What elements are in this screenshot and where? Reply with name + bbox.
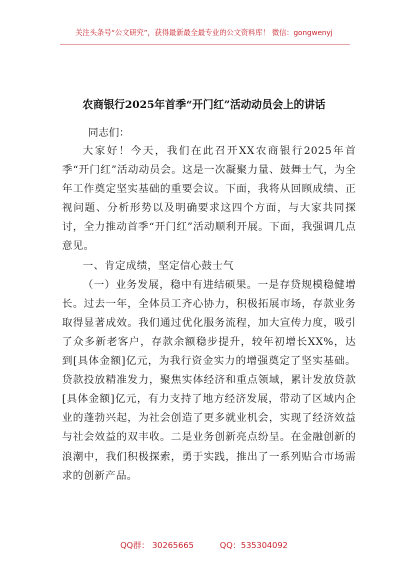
document-body: [62, 142, 356, 486]
header-banner: [0, 0, 408, 62]
footer-contact: [0, 540, 408, 551]
footer-qq-group: QQ群： 30265665: [120, 540, 194, 550]
header-divider: [60, 44, 350, 45]
section-heading-1: 一、肯定成绩，坚定信心鼓士气: [82, 259, 234, 272]
body-paragraph-1: （一）业务发展，稳中有进结硕果。一是存贷规模稳健增长。过去一年，全体员工齐心协力，积极拓展市场，存款业务取得显著成效。我们通过优化服务流程，加大宣传力度，吸引了众多新老客户，存款余额稳步提升，较年初增长XX%，达到[具体金额]亿元，为我行资金实力的增强奠定了坚实基础。贷款投放精准发力，聚焦实体经济和重点领域，累计发放贷款[具体金额]亿元，有力支持了地方经济发展，带动了区域内企业的蓬勃兴起，为社会创造了更多就业机会，实现了经济效益与社会效益的双丰收。二是业务创新亮点纷呈。在金融创新的浪潮中，我们积极探索，勇于实践，推出了一系列贴合市场需求的创新产品。: [62, 278, 356, 482]
header-banner-text: 关注头条号“公文研究”，获得最新最全最专业的公文资料库！ 微信：gongwenyj: [75, 28, 333, 37]
intro-paragraph: 大家好！今天，我们在此召开XX农商银行2025年首季“开门红”活动动员会。这是一次凝聚力量、鼓舞士气，为全年工作奠定坚实基础的重要会议。下面，我将从回顾成绩、正视问题、分析形势以及明确要求这四个方面，与大家共同探讨，全力推动首季“开门红”活动顺利开展。下面，我强调几点意见。: [62, 145, 356, 253]
salutation: 同志们：: [88, 127, 130, 139]
document-title: 农商银行2025年首季“开门红”活动动员会上的讲话: [82, 99, 326, 111]
footer-qq-number: QQ：535304092: [219, 540, 288, 550]
